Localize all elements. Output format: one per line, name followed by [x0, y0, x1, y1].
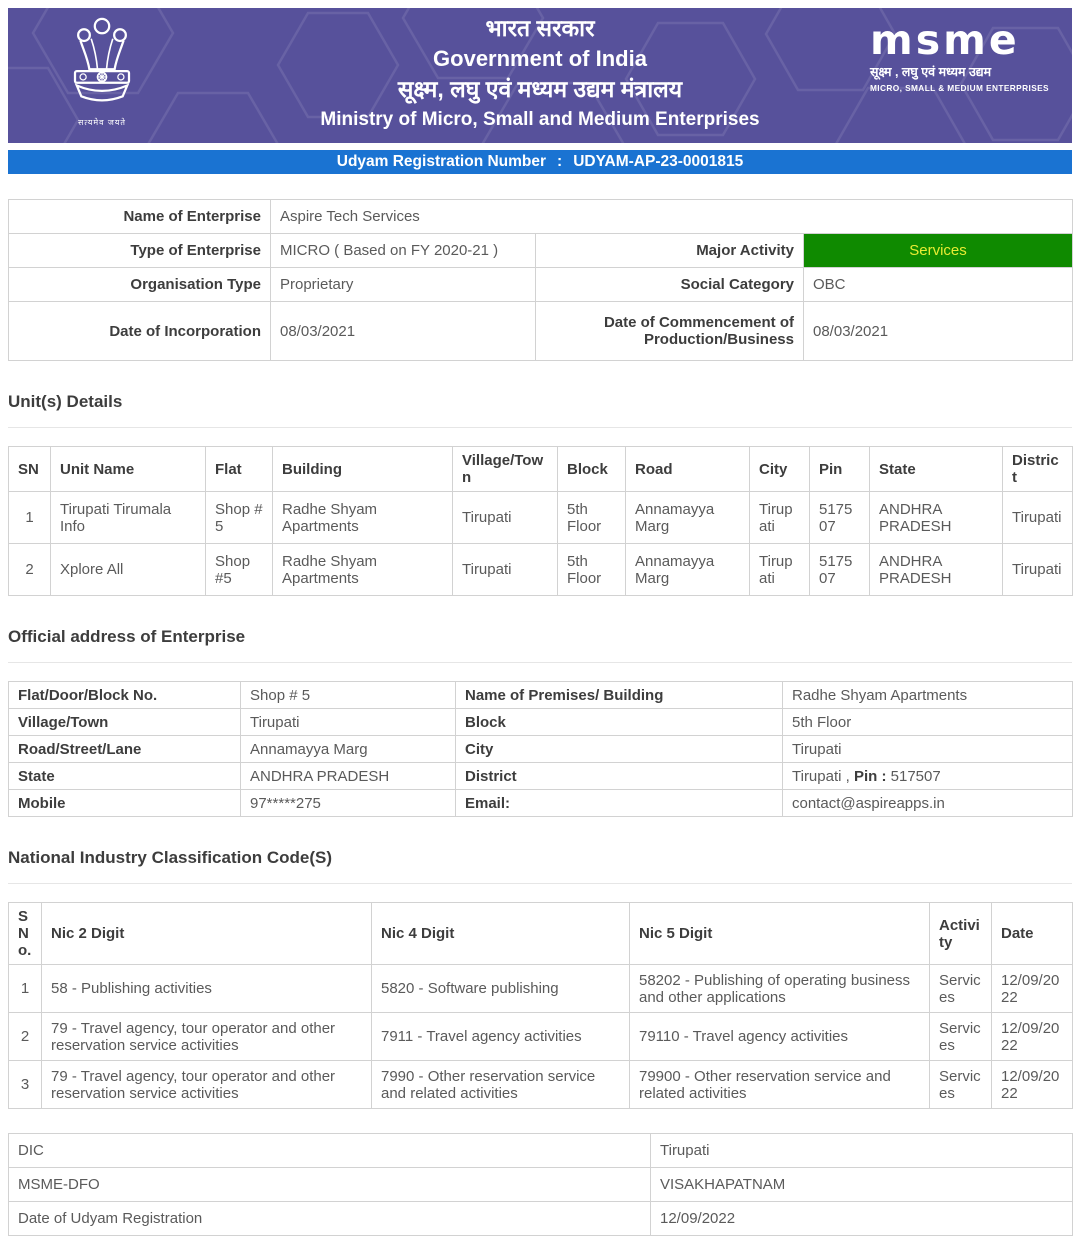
enterprise-type-label: Type of Enterprise — [9, 234, 271, 268]
msme-dfo-label: MSME-DFO — [9, 1168, 651, 1202]
column-header: City — [750, 447, 810, 492]
road-street-lane-label: Road/Street/Lane — [9, 736, 241, 763]
enterprise-name-value: Aspire Tech Services — [271, 200, 1073, 234]
nic-section-heading: National Industry Classification Code(S) — [8, 848, 332, 867]
unit-block: 5th Floor — [558, 492, 626, 544]
unit-city: Tirupati — [750, 544, 810, 596]
enterprise-details-table — [8, 199, 1073, 361]
unit-state: ANDHRA PRADESH — [870, 544, 1003, 596]
units-section-heading: Unit(s) Details — [8, 392, 123, 411]
flat-door-block-value: Shop # 5 — [241, 682, 456, 709]
units-table-header-row — [9, 447, 1073, 492]
section-divider — [8, 662, 1072, 663]
nic-4-digit: 7990 - Other reservation service and related activities — [372, 1061, 630, 1109]
district-label: District — [456, 763, 783, 790]
header-ministry-hindi: सूक्ष्म, लघु एवं मध्यम उद्यम मंत्रालय — [397, 76, 683, 102]
registration-number-bar — [8, 150, 1072, 174]
header-ministry-english: Ministry of Micro, Small and Medium Enterprises — [320, 109, 760, 130]
dic-value: Tirupati — [651, 1134, 1073, 1168]
table-row — [9, 544, 1073, 596]
block-value: 5th Floor — [783, 709, 1073, 736]
nic-4-digit: 5820 - Software publishing — [372, 965, 630, 1013]
table-row — [9, 1202, 1073, 1236]
unit-building: Radhe Shyam Apartments — [273, 492, 453, 544]
header-title-english: Government of India — [433, 46, 647, 71]
section-divider — [8, 883, 1072, 884]
column-header: Nic 4 Digit — [372, 903, 630, 965]
unit-village-town: Tirupati — [453, 544, 558, 596]
column-header: Nic 5 Digit — [630, 903, 930, 965]
nic-table-header-row — [9, 903, 1073, 965]
nic-sno: 3 — [9, 1061, 42, 1109]
registration-number-label: Udyam Registration Number — [336, 153, 547, 170]
state-value: ANDHRA PRADESH — [241, 763, 456, 790]
msme-dfo-value: VISAKHAPATNAM — [651, 1168, 1073, 1202]
table-row — [9, 234, 1073, 268]
nic-2-digit: 58 - Publishing activities — [42, 965, 372, 1013]
unit-pin: 517507 — [810, 492, 870, 544]
units-table — [8, 446, 1073, 596]
table-row — [9, 763, 1073, 790]
unit-name: Xplore All — [51, 544, 206, 596]
major-activity-label: Major Activity — [536, 234, 804, 268]
unit-sn: 2 — [9, 544, 51, 596]
organisation-type-label: Organisation Type — [9, 268, 271, 302]
nic-5-digit: 79110 - Travel agency activities — [630, 1013, 930, 1061]
column-header: Pin — [810, 447, 870, 492]
table-row — [9, 200, 1073, 234]
unit-road: Annamayya Marg — [626, 544, 750, 596]
enterprise-name-label: Name of Enterprise — [9, 200, 271, 234]
nic-date: 12/09/2022 — [992, 965, 1073, 1013]
nic-activity: Services — [930, 1061, 992, 1109]
unit-road: Annamayya Marg — [626, 492, 750, 544]
address-section — [8, 627, 1072, 817]
column-header: Unit Name — [51, 447, 206, 492]
table-row — [9, 1013, 1073, 1061]
unit-state: ANDHRA PRADESH — [870, 492, 1003, 544]
nic-date: 12/09/2022 — [992, 1061, 1073, 1109]
address-section-heading: Official address of Enterprise — [8, 627, 246, 646]
nic-4-digit: 7911 - Travel agency activities — [372, 1013, 630, 1061]
column-header: Date — [992, 903, 1073, 965]
nic-sno: 1 — [9, 965, 42, 1013]
column-header: Flat — [206, 447, 273, 492]
table-row — [9, 736, 1073, 763]
district-city-text: Tirupati , — [792, 767, 850, 785]
enterprise-type-value: MICRO ( Based on FY 2020-21 ) — [271, 234, 536, 268]
msme-logo — [870, 16, 1049, 93]
column-header: SNo. — [9, 903, 42, 965]
commencement-date-value: 08/03/2021 — [804, 302, 1073, 361]
premises-building-value: Radhe Shyam Apartments — [783, 682, 1073, 709]
column-header: State — [870, 447, 1003, 492]
msme-logo-english-caption: MICRO, SMALL & MEDIUM ENTERPRISES — [870, 83, 1049, 93]
nic-section — [8, 848, 1072, 1109]
table-row — [9, 268, 1073, 302]
address-table — [8, 681, 1073, 817]
unit-block: 5th Floor — [558, 544, 626, 596]
major-activity-value-badge: Services — [804, 234, 1073, 268]
national-emblem-icon — [54, 15, 150, 128]
column-header: Road — [626, 447, 750, 492]
nic-5-digit: 79900 - Other reservation service and related activities — [630, 1061, 930, 1109]
unit-name: Tirupati Tirumala Info — [51, 492, 206, 544]
nic-2-digit: 79 - Travel agency, tour operator and other reservation service activities — [42, 1061, 372, 1109]
commencement-date-label: Date of Commencement of Production/Business — [536, 302, 804, 361]
table-row — [9, 492, 1073, 544]
pin-value: 517507 — [890, 767, 941, 785]
village-town-value: Tirupati — [241, 709, 456, 736]
registration-number-value: UDYAM-AP-23-0001815 — [573, 153, 744, 170]
state-label: State — [9, 763, 241, 790]
registration-number-separator: : — [557, 153, 563, 170]
table-row — [9, 965, 1073, 1013]
units-section — [8, 392, 1072, 596]
social-category-value: OBC — [804, 268, 1073, 302]
table-row — [9, 682, 1073, 709]
unit-city: Tirupati — [750, 492, 810, 544]
unit-district: Tirupati — [1003, 492, 1073, 544]
mobile-label: Mobile — [9, 790, 241, 817]
incorporation-date-value: 08/03/2021 — [271, 302, 536, 361]
block-label: Block — [456, 709, 783, 736]
office-details-table — [8, 1133, 1073, 1236]
government-header-banner — [8, 8, 1072, 143]
section-divider — [8, 427, 1072, 428]
column-header: Activity — [930, 903, 992, 965]
table-row — [9, 302, 1073, 361]
nic-activity: Services — [930, 1013, 992, 1061]
table-row — [9, 790, 1073, 817]
column-header: SN — [9, 447, 51, 492]
unit-flat: Shop # 5 — [206, 492, 273, 544]
email-value: contact@aspireapps.in — [783, 790, 1073, 817]
flat-door-block-label: Flat/Door/Block No. — [9, 682, 241, 709]
column-header: Block — [558, 447, 626, 492]
unit-pin: 517507 — [810, 544, 870, 596]
unit-district: Tirupati — [1003, 544, 1073, 596]
msme-logo-hindi-caption: सूक्ष्म , लघु एवं मध्यम उद्यम — [870, 65, 992, 79]
unit-building: Radhe Shyam Apartments — [273, 544, 453, 596]
road-street-lane-value: Annamayya Marg — [241, 736, 456, 763]
incorporation-date-label: Date of Incorporation — [9, 302, 271, 361]
email-label: Email: — [456, 790, 783, 817]
city-label: City — [456, 736, 783, 763]
header-title-hindi: भारत सरकार — [485, 15, 595, 41]
nic-sno: 2 — [9, 1013, 42, 1061]
column-header: Building — [273, 447, 453, 492]
table-row — [9, 1061, 1073, 1109]
udyam-registration-date-label: Date of Udyam Registration — [9, 1202, 651, 1236]
emblem-motto-text: सत्यमेव जयते — [78, 118, 126, 127]
pin-label: Pin : — [853, 767, 887, 785]
table-row — [9, 1168, 1073, 1202]
unit-village-town: Tirupati — [453, 492, 558, 544]
district-value — [783, 763, 1073, 790]
village-town-label: Village/Town — [9, 709, 241, 736]
column-header: Village/Town — [453, 447, 558, 492]
mobile-value: 97*****275 — [241, 790, 456, 817]
organisation-type-value: Proprietary — [271, 268, 536, 302]
table-row — [9, 709, 1073, 736]
nic-activity: Services — [930, 965, 992, 1013]
social-category-label: Social Category — [536, 268, 804, 302]
column-header: Nic 2 Digit — [42, 903, 372, 965]
dic-label: DIC — [9, 1134, 651, 1168]
unit-sn: 1 — [9, 492, 51, 544]
nic-2-digit: 79 - Travel agency, tour operator and other reservation service activities — [42, 1013, 372, 1061]
unit-flat: Shop #5 — [206, 544, 273, 596]
msme-logo-wordmark: msme — [870, 16, 1020, 64]
premises-building-label: Name of Premises/ Building — [456, 682, 783, 709]
nic-date: 12/09/2022 — [992, 1013, 1073, 1061]
table-row — [9, 1134, 1073, 1168]
city-value: Tirupati — [783, 736, 1073, 763]
column-header: District — [1003, 447, 1073, 492]
udyam-registration-date-value: 12/09/2022 — [651, 1202, 1073, 1236]
nic-table — [8, 902, 1073, 1109]
nic-5-digit: 58202 - Publishing of operating business and other applications — [630, 965, 930, 1013]
